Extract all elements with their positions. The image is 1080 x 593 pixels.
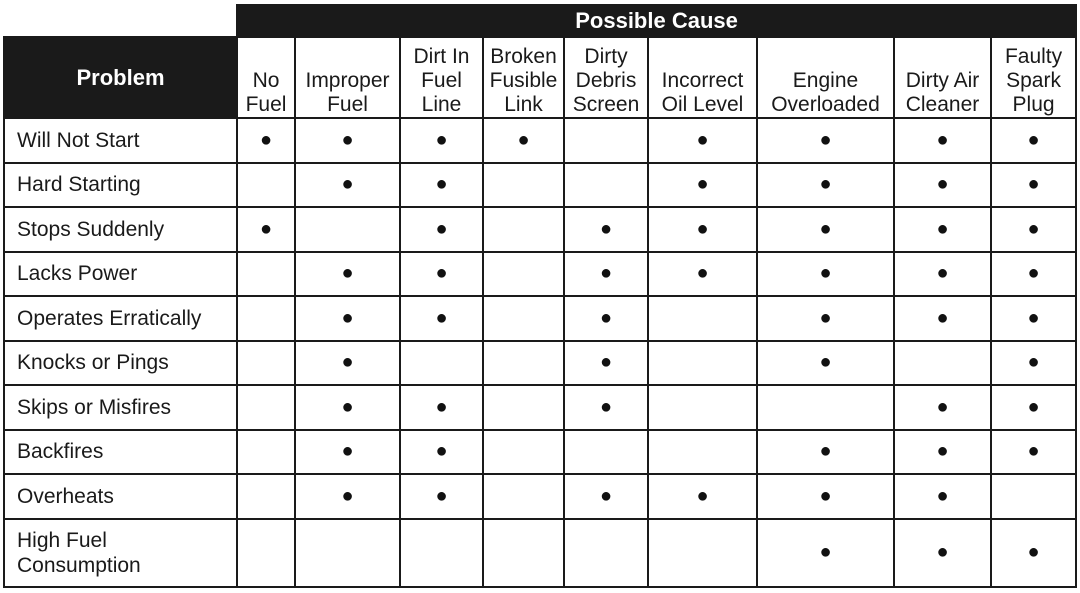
table-row <box>4 385 1076 430</box>
bullet-icon: ● <box>1027 217 1040 240</box>
bullet-icon: ● <box>819 173 832 196</box>
cause-cell <box>400 163 483 208</box>
bullet-icon: ● <box>1027 541 1040 563</box>
bullet-icon: ● <box>341 351 354 374</box>
cause-header: Faulty Spark Plug <box>991 37 1076 118</box>
bullet-icon: ● <box>936 484 949 507</box>
problem-label: Knocks or Pings <box>4 341 237 386</box>
bullet-icon: ● <box>599 351 613 374</box>
bullet-icon: ● <box>696 484 709 507</box>
cause-header: Engine Overloaded <box>757 37 894 118</box>
problem-label: Skips or Misfires <box>4 385 237 430</box>
cause-header: Incorrect Oil Level <box>648 37 757 118</box>
bullet-icon: ● <box>1027 262 1040 285</box>
cause-header: Improper Fuel <box>295 37 400 118</box>
cause-cell <box>757 252 894 297</box>
cause-cell <box>483 430 564 475</box>
bullet-icon: ● <box>696 173 709 196</box>
cause-cell <box>295 252 400 297</box>
cause-cell <box>483 341 564 386</box>
cause-cell <box>483 252 564 297</box>
cause-cell <box>894 296 991 341</box>
cause-cell <box>295 163 400 208</box>
bullet-icon: ● <box>1027 173 1040 196</box>
cause-cell <box>483 207 564 252</box>
cause-cell <box>648 252 757 297</box>
bullet-icon: ● <box>341 395 354 418</box>
bullet-icon: ● <box>819 351 832 374</box>
cause-cell <box>400 252 483 297</box>
cause-cell <box>894 430 991 475</box>
bullet-icon: ● <box>936 541 949 563</box>
table-row <box>4 296 1076 341</box>
table-row <box>4 341 1076 386</box>
cause-cell <box>648 118 757 163</box>
cause-cell <box>295 341 400 386</box>
bullet-icon: ● <box>819 262 832 285</box>
bullet-icon: ● <box>435 395 448 418</box>
cause-cell <box>894 252 991 297</box>
bullet-icon: ● <box>819 440 832 463</box>
cause-cell <box>648 474 757 519</box>
bullet-icon: ● <box>819 217 832 240</box>
cause-cell <box>757 474 894 519</box>
cause-cell <box>564 430 648 475</box>
bullet-icon: ● <box>599 395 613 418</box>
cause-cell <box>757 296 894 341</box>
cause-cell <box>237 252 295 297</box>
cause-cell <box>648 163 757 208</box>
bullet-icon: ● <box>599 262 613 285</box>
cause-cell <box>757 385 894 430</box>
table-row <box>4 519 1076 587</box>
cause-cell <box>894 207 991 252</box>
bullet-icon: ● <box>696 128 709 151</box>
cause-cell <box>483 385 564 430</box>
problem-label: Operates Erratically <box>4 296 237 341</box>
cause-cell <box>991 118 1076 163</box>
bullet-icon: ● <box>936 306 949 329</box>
table-row <box>4 252 1076 297</box>
cause-header: Dirt In Fuel Line <box>400 37 483 118</box>
bullet-icon: ● <box>936 440 949 463</box>
cause-cell <box>648 519 757 587</box>
cause-cell <box>564 519 648 587</box>
bullet-icon: ● <box>696 262 709 285</box>
bullet-icon: ● <box>936 395 949 418</box>
bullet-icon: ● <box>1027 440 1040 463</box>
bullet-icon: ● <box>696 217 709 240</box>
cause-cell <box>237 474 295 519</box>
bullet-icon: ● <box>341 484 354 507</box>
bullet-icon: ● <box>341 440 354 463</box>
bullet-icon: ● <box>341 306 354 329</box>
cause-cell <box>483 118 564 163</box>
bullet-icon: ● <box>1027 128 1040 151</box>
bullet-icon: ● <box>599 217 613 240</box>
cause-cell <box>295 207 400 252</box>
bullet-icon: ● <box>435 217 448 240</box>
problem-label: High Fuel Consumption <box>4 519 237 587</box>
bullet-icon: ● <box>1027 306 1040 329</box>
cause-header: No Fuel <box>237 37 295 118</box>
cause-cell <box>648 385 757 430</box>
bullet-icon: ● <box>819 128 832 151</box>
table-row <box>4 474 1076 519</box>
table-row <box>4 163 1076 208</box>
bullet-icon: ● <box>819 484 832 507</box>
cause-cell <box>237 430 295 475</box>
cause-cell <box>295 296 400 341</box>
cause-cell <box>564 163 648 208</box>
cause-cell <box>483 296 564 341</box>
cause-cell <box>400 430 483 475</box>
cause-cell <box>295 385 400 430</box>
cause-cell <box>991 385 1076 430</box>
bullet-icon: ● <box>341 128 354 151</box>
table-row <box>4 118 1076 163</box>
cause-cell <box>400 118 483 163</box>
cause-cell <box>991 252 1076 297</box>
cause-cell <box>991 430 1076 475</box>
cause-header: Dirty Air Cleaner <box>894 37 991 118</box>
cause-cell <box>400 207 483 252</box>
cause-cell <box>237 341 295 386</box>
cause-cell <box>400 296 483 341</box>
cause-cell <box>991 474 1076 519</box>
cause-cell <box>564 207 648 252</box>
cause-cell <box>295 519 400 587</box>
cause-cell <box>483 474 564 519</box>
cause-cell <box>237 163 295 208</box>
bullet-icon: ● <box>435 306 448 329</box>
cause-cell <box>483 519 564 587</box>
cause-cell <box>295 118 400 163</box>
bullet-icon: ● <box>1027 395 1040 418</box>
cause-cell <box>564 474 648 519</box>
troubleshooting-table <box>3 4 1077 588</box>
cause-cell <box>894 341 991 386</box>
cause-cell <box>757 118 894 163</box>
table-row <box>4 430 1076 475</box>
group-header-row <box>4 5 1076 37</box>
bullet-icon: ● <box>435 262 448 285</box>
cause-cell <box>757 163 894 208</box>
bullet-icon: ● <box>599 484 613 507</box>
problem-label: Will Not Start <box>4 118 237 163</box>
cause-cell <box>757 430 894 475</box>
cause-cell <box>894 118 991 163</box>
problem-label: Overheats <box>4 474 237 519</box>
cause-cell <box>757 207 894 252</box>
bullet-icon: ● <box>936 128 949 151</box>
cause-header: Broken Fusible Link <box>483 37 564 118</box>
bullet-icon: ● <box>599 306 613 329</box>
bullet-icon: ● <box>517 128 530 151</box>
cause-cell <box>564 385 648 430</box>
cause-cell <box>991 296 1076 341</box>
problem-label: Stops Suddenly <box>4 207 237 252</box>
cause-cell <box>894 474 991 519</box>
problem-header: Problem <box>4 37 237 118</box>
bullet-icon: ● <box>341 173 354 196</box>
problem-label: Lacks Power <box>4 252 237 297</box>
bullet-icon: ● <box>819 306 832 329</box>
problem-label: Hard Starting <box>4 163 237 208</box>
cause-cell <box>648 341 757 386</box>
bullet-icon: ● <box>435 128 448 151</box>
cause-cell <box>237 207 295 252</box>
problem-label: Backfires <box>4 430 237 475</box>
cause-header: Dirty Debris Screen <box>564 37 648 118</box>
corner-blank <box>4 5 237 37</box>
table-row <box>4 207 1076 252</box>
bullet-icon: ● <box>936 262 949 285</box>
cause-cell <box>237 519 295 587</box>
cause-cell <box>400 385 483 430</box>
bullet-icon: ● <box>259 128 273 151</box>
bullet-icon: ● <box>435 484 448 507</box>
cause-cell <box>991 163 1076 208</box>
cause-cell <box>648 296 757 341</box>
cause-cell <box>648 207 757 252</box>
cause-cell <box>564 252 648 297</box>
cause-cell <box>991 519 1076 587</box>
bullet-icon: ● <box>435 173 448 196</box>
cause-cell <box>564 118 648 163</box>
bullet-icon: ● <box>259 217 273 240</box>
cause-cell <box>757 341 894 386</box>
cause-cell <box>295 430 400 475</box>
cause-cell <box>237 385 295 430</box>
cause-cell <box>991 207 1076 252</box>
cause-cell <box>295 474 400 519</box>
cause-cell <box>757 519 894 587</box>
cause-cell <box>894 163 991 208</box>
cause-cell <box>483 163 564 208</box>
cause-cell <box>564 296 648 341</box>
bullet-icon: ● <box>1027 351 1040 374</box>
cause-cell <box>400 341 483 386</box>
cause-cell <box>400 474 483 519</box>
bullet-icon: ● <box>341 262 354 285</box>
bullet-icon: ● <box>936 173 949 196</box>
cause-header-row <box>4 37 1076 118</box>
cause-cell <box>991 341 1076 386</box>
possible-cause-header: Possible Cause <box>237 5 1076 37</box>
table-body <box>4 118 1076 587</box>
cause-cell <box>400 519 483 587</box>
cause-cell <box>648 430 757 475</box>
cause-cell <box>894 385 991 430</box>
cause-cell <box>237 296 295 341</box>
bullet-icon: ● <box>819 541 832 563</box>
cause-cell <box>564 341 648 386</box>
bullet-icon: ● <box>936 217 949 240</box>
cause-cell <box>237 118 295 163</box>
bullet-icon: ● <box>435 440 448 463</box>
cause-cell <box>894 519 991 587</box>
